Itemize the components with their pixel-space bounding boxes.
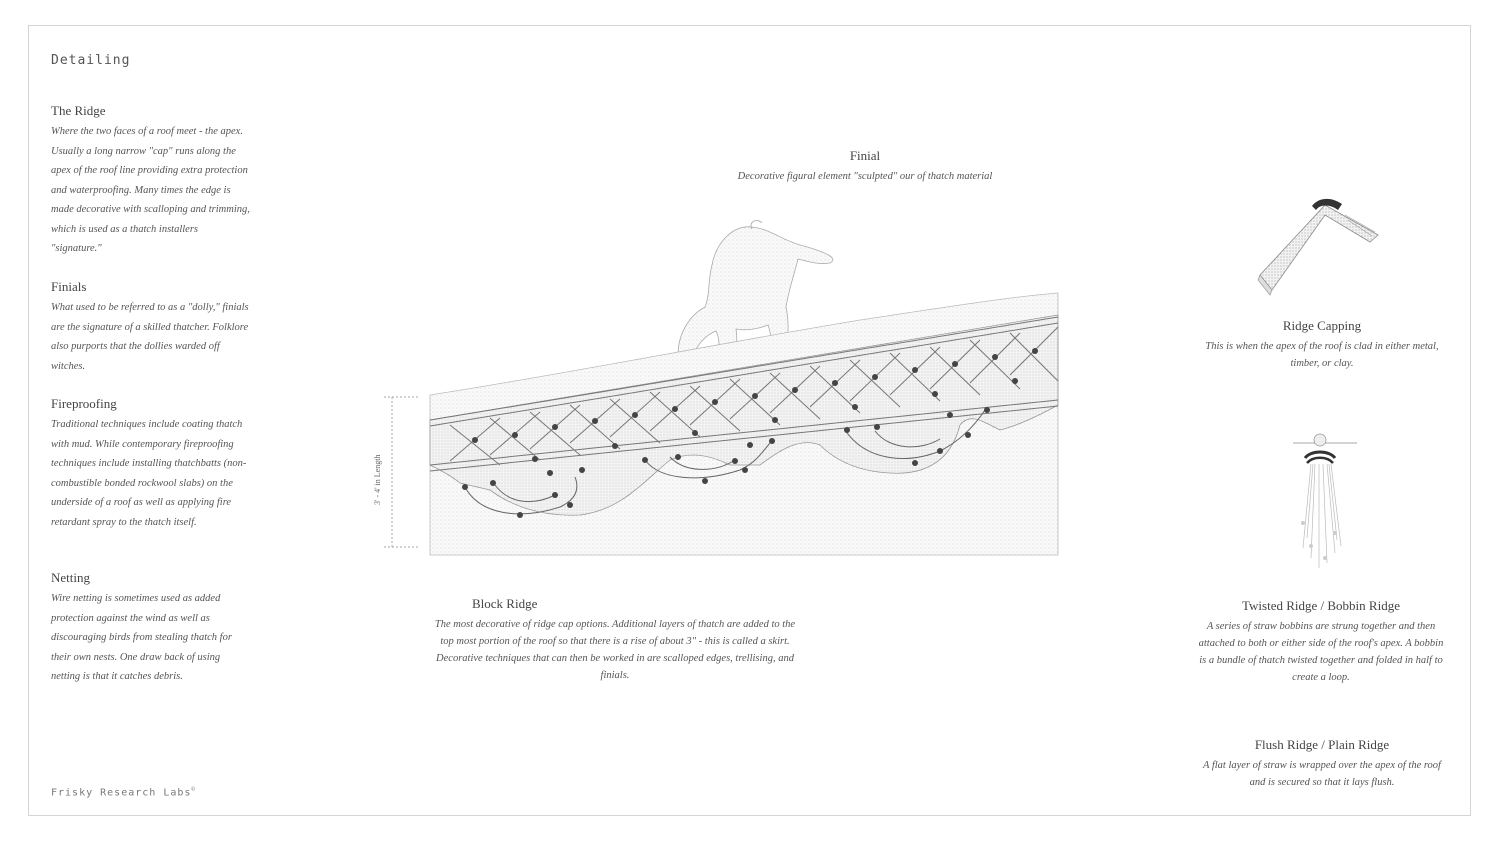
flush-ridge-description: A flat layer of straw is wrapped over the apex of the roof and is secured so that it lays flush.	[1203, 760, 1441, 788]
section-the-ridge	[51, 103, 251, 259]
twisted-ridge-caption	[1195, 598, 1447, 686]
twisted-ridge-title: Twisted Ridge / Bobbin Ridge	[1242, 598, 1400, 613]
section-title: Finials	[51, 279, 87, 294]
ridge-capping-illustration	[1250, 190, 1390, 300]
dimension-label: 3' - 4' in Length	[373, 454, 382, 505]
ridge-capping-description: This is when the apex of the roof is clad in either metal, timber, or clay.	[1205, 341, 1439, 369]
block-ridge-title: Block Ridge	[472, 596, 538, 611]
bobbin-illustration	[1285, 428, 1365, 578]
section-title: Fireproofing	[51, 396, 117, 411]
finial-description: Decorative figural element "sculpted" our of thatch material	[737, 171, 993, 182]
ridge-capping-caption	[1200, 318, 1444, 372]
twisted-ridge-description: A series of straw bobbins are strung together and then attached to both or either side of the roof's apex. A bobbin is a bundle of thatch twisted together and folded in half to create a loop.	[1198, 621, 1444, 683]
section-body: What used to be referred to as a "dolly," finials are the signature of a skilled thatcher. Folklore also purports that the dollies warded off witches.	[51, 302, 249, 372]
section-body: Traditional techniques include coating thatch with mud. While contemporary fireproofing techniques include installing thatchbatts (non-combustible bonded rockwool slabs) on the underside of a roof as well as applying fire retardant spray to the thatch itself.	[51, 419, 247, 528]
flush-ridge-title: Flush Ridge / Plain Ridge	[1254, 737, 1390, 752]
section-netting	[51, 570, 251, 687]
section-title: The Ridge	[51, 103, 106, 118]
dimension-line	[384, 397, 418, 547]
brand-name: Frisky Research Labs	[51, 787, 192, 799]
finial-caption	[700, 148, 1030, 185]
page-title: Detailing	[51, 53, 131, 68]
copyright-mark: ©	[191, 786, 197, 793]
ridge-capping-title: Ridge Capping	[1282, 318, 1362, 333]
flush-ridge-caption	[1200, 737, 1444, 791]
block-ridge-illustration	[360, 215, 1080, 565]
section-fireproofing	[51, 396, 251, 532]
block-ridge-description: The most decorative of ridge cap options. Additional layers of thatch are added to the top most portion of the roof so that there is a rise of about 3" - this is called a skirt. Decorative techniques that can then be worked in are scalloped edges, trellising, and finials.	[434, 619, 796, 681]
section-body: Wire netting is sometimes used as added protection against the wind as well as discouraging birds from stealing thatch for their own nests. One draw back of using netting is that it catches debris.	[51, 593, 232, 682]
finial-title: Finial	[849, 148, 881, 163]
section-body: Where the two faces of a roof meet - the apex. Usually a long narrow "cap" runs along the apex of the roof line providing extra protection and waterproofing. Many times the edge is made decorative with scalloping and trimming, which is used as a thatch installers "signature."	[51, 126, 250, 254]
footer-brand	[51, 786, 196, 798]
block-ridge-caption	[430, 596, 800, 684]
section-title: Netting	[51, 570, 90, 585]
section-finials	[51, 279, 251, 376]
